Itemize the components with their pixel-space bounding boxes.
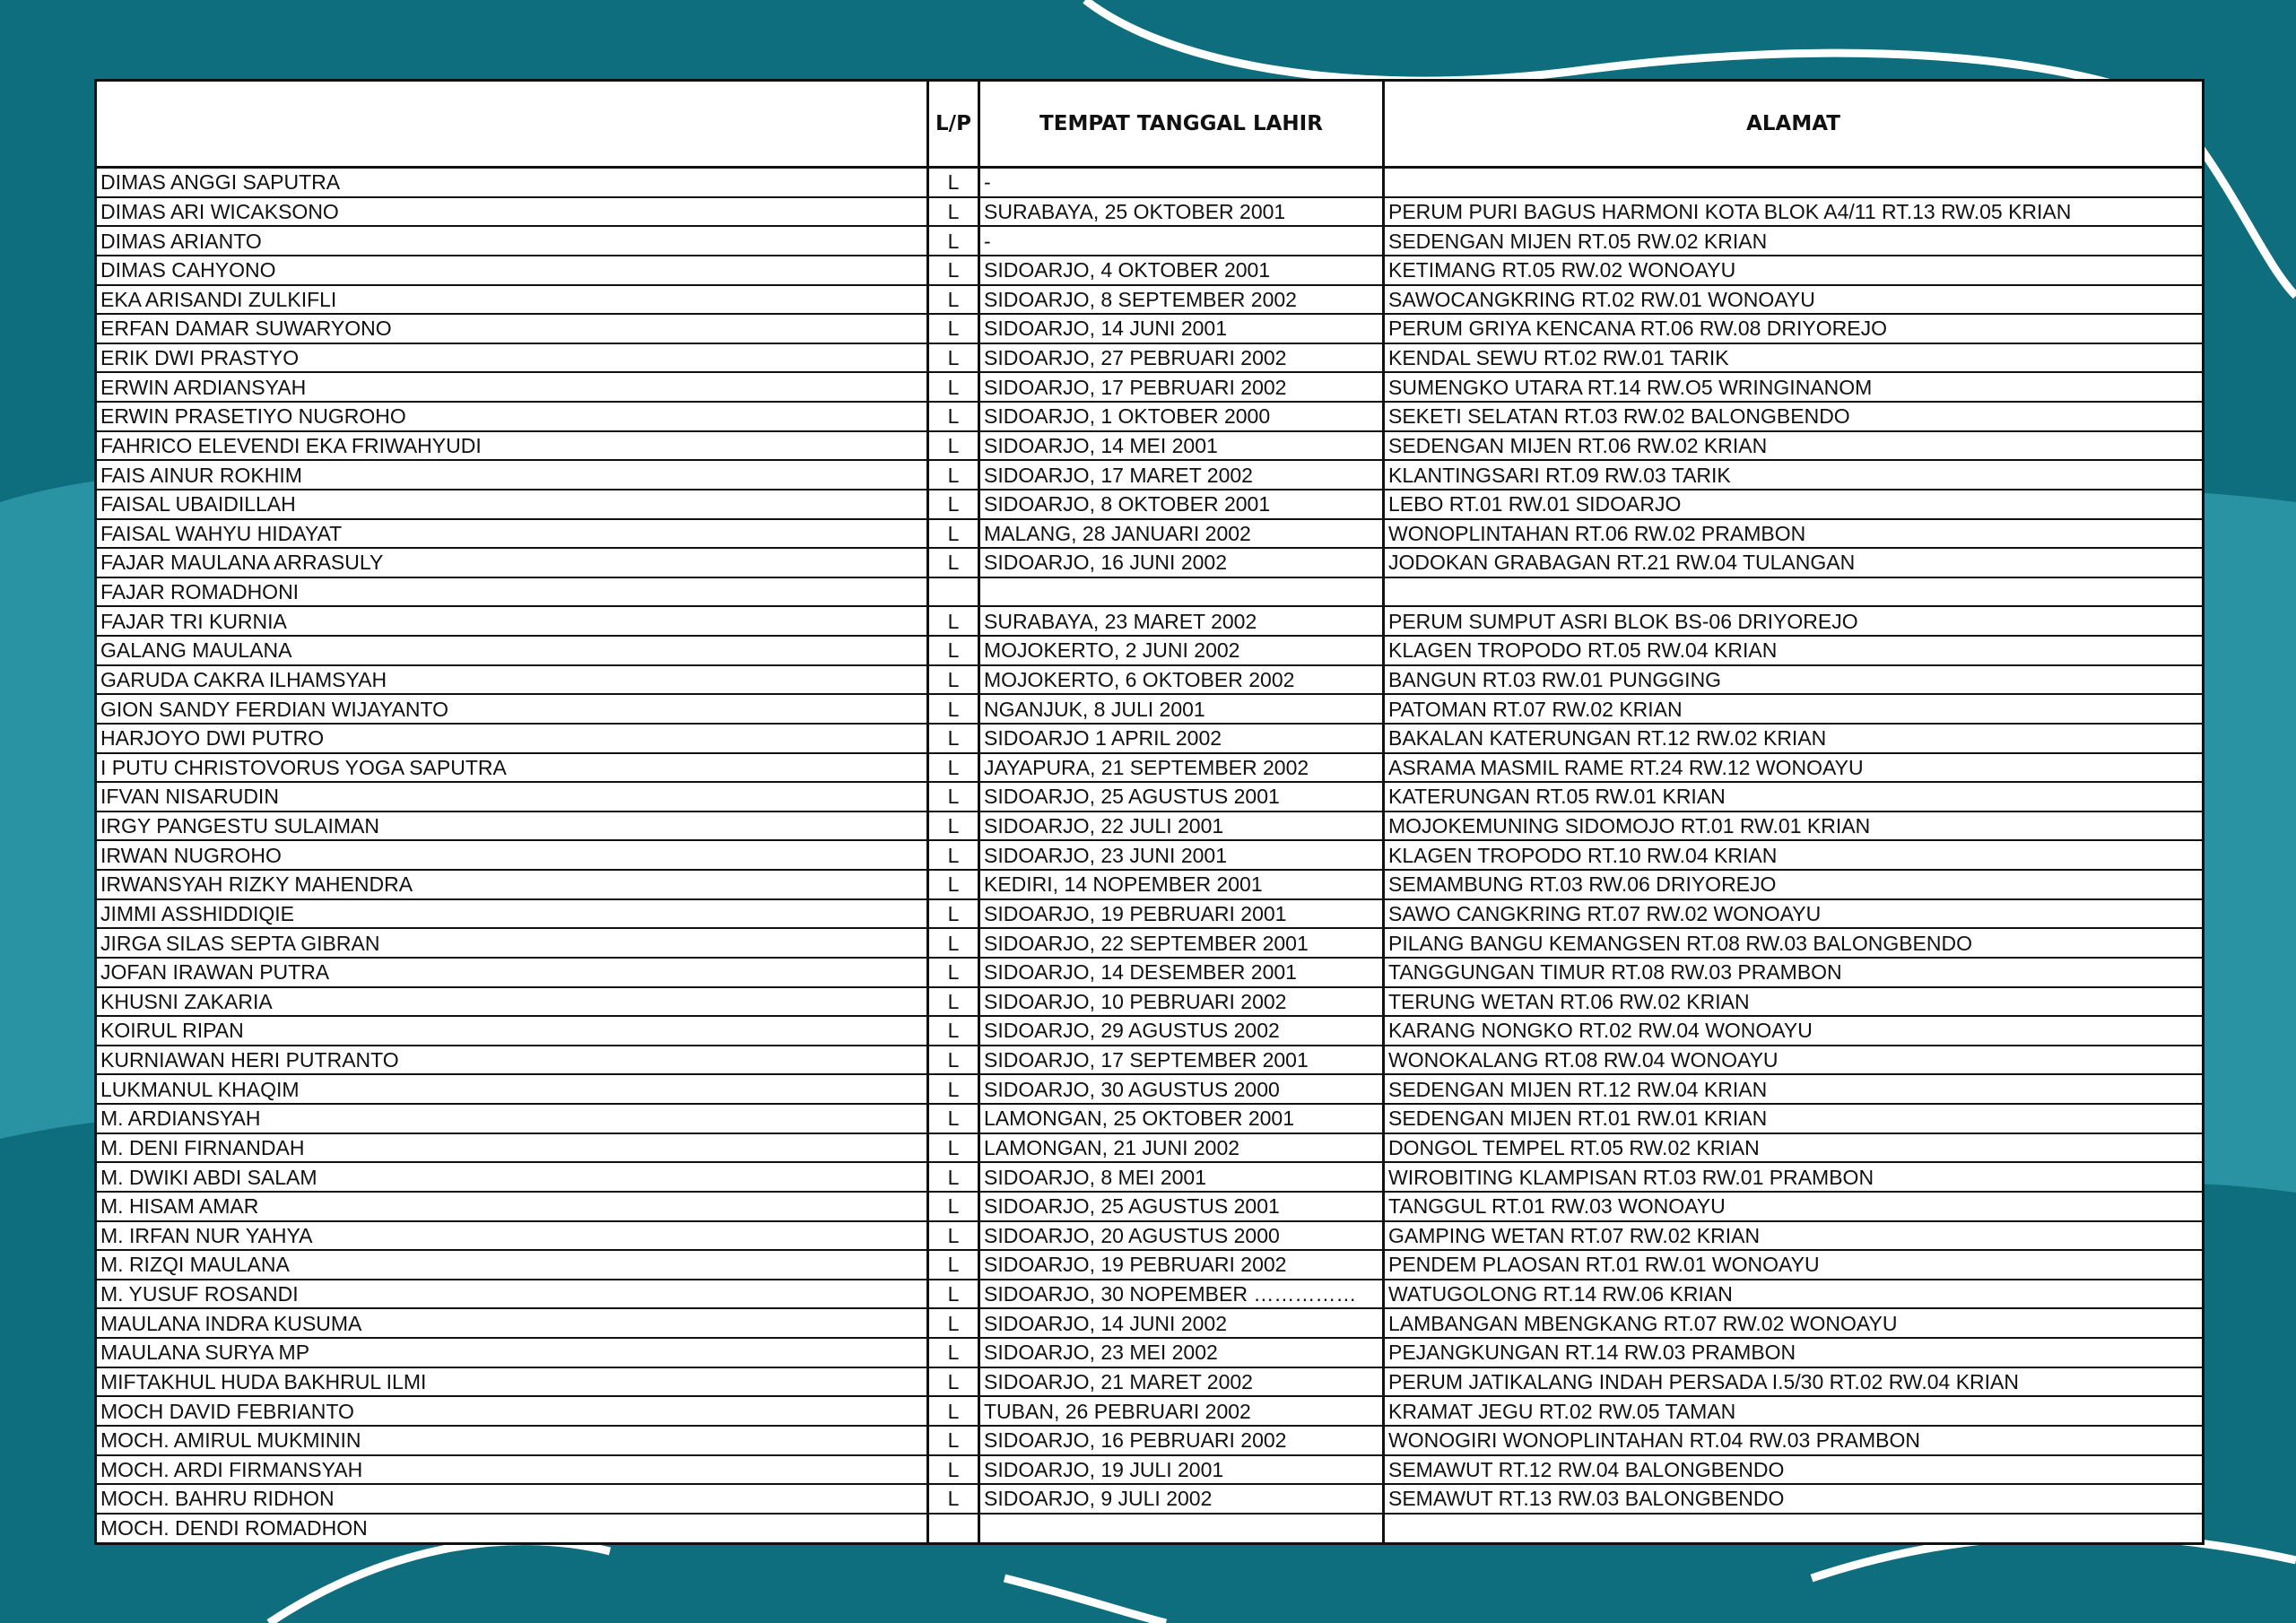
cell-birth: SIDOARJO 1 APRIL 2002	[979, 724, 1384, 753]
table-row	[96, 870, 2204, 899]
cell-gender: L	[928, 812, 979, 841]
cell-gender: L	[928, 285, 979, 315]
table-row	[96, 343, 2204, 373]
table-row	[96, 1016, 2204, 1046]
cell-birth: KEDIRI, 14 NOPEMBER 2001	[979, 870, 1384, 899]
table-row	[96, 958, 2204, 987]
cell-address: WONOKALANG RT.08 RW.04 WONOAYU	[1384, 1046, 2204, 1075]
cell-address: GAMPING WETAN RT.07 RW.02 KRIAN	[1384, 1221, 2204, 1251]
table-row	[96, 753, 2204, 783]
table-row	[96, 606, 2204, 636]
cell-name: IRWAN NUGROHO	[96, 840, 928, 870]
table-row	[96, 519, 2204, 549]
cell-gender: L	[928, 256, 979, 285]
cell-gender: L	[928, 1367, 979, 1397]
document-sheet	[94, 79, 2202, 1545]
cell-gender: L	[928, 724, 979, 753]
cell-birth: SIDOARJO, 16 JUNI 2002	[979, 548, 1384, 577]
cell-address: PENDEM PLAOSAN RT.01 RW.01 WONOAYU	[1384, 1250, 2204, 1280]
cell-address: JODOKAN GRABAGAN RT.21 RW.04 TULANGAN	[1384, 548, 2204, 577]
cell-name: MOCH. DENDI ROMADHON	[96, 1514, 928, 1544]
cell-birth: SIDOARJO, 8 OKTOBER 2001	[979, 490, 1384, 519]
cell-address: PERUM GRIYA KENCANA RT.06 RW.08 DRIYOREJO	[1384, 314, 2204, 343]
cell-gender: L	[928, 636, 979, 665]
cell-name: FAJAR ROMADHONI	[96, 577, 928, 607]
table-row	[96, 372, 2204, 402]
cell-name: KURNIAWAN HERI PUTRANTO	[96, 1046, 928, 1075]
table-row	[96, 490, 2204, 519]
cell-name: MAULANA INDRA KUSUMA	[96, 1308, 928, 1338]
cell-address: PATOMAN RT.07 RW.02 KRIAN	[1384, 694, 2204, 724]
cell-address: SEDENGAN MIJEN RT.01 RW.01 KRIAN	[1384, 1104, 2204, 1133]
cell-birth	[979, 1514, 1384, 1544]
cell-gender: L	[928, 490, 979, 519]
cell-name: M. RIZQI MAULANA	[96, 1250, 928, 1280]
cell-gender: L	[928, 1280, 979, 1309]
cell-name: ERWIN PRASETIYO NUGROHO	[96, 402, 928, 431]
cell-birth: SIDOARJO, 23 MEI 2002	[979, 1338, 1384, 1367]
cell-name: DIMAS ARI WICAKSONO	[96, 197, 928, 227]
cell-name: M. YUSUF ROSANDI	[96, 1280, 928, 1309]
cell-birth: SIDOARJO, 4 OKTOBER 2001	[979, 256, 1384, 285]
cell-birth: JAYAPURA, 21 SEPTEMBER 2002	[979, 753, 1384, 783]
cell-name: GION SANDY FERDIAN WIJAYANTO	[96, 694, 928, 724]
table-row	[96, 226, 2204, 256]
cell-gender: L	[928, 1221, 979, 1251]
cell-birth: MALANG, 28 JANUARI 2002	[979, 519, 1384, 549]
cell-birth: SIDOARJO, 8 SEPTEMBER 2002	[979, 285, 1384, 315]
table-row	[96, 724, 2204, 753]
cell-birth: SURABAYA, 25 OKTOBER 2001	[979, 197, 1384, 227]
cell-gender: L	[928, 987, 979, 1017]
cell-name: MIFTAKHUL HUDA BAKHRUL ILMI	[96, 1367, 928, 1397]
cell-address: MOJOKEMUNING SIDOMOJO RT.01 RW.01 KRIAN	[1384, 812, 2204, 841]
cell-birth: SIDOARJO, 16 PEBRUARI 2002	[979, 1426, 1384, 1455]
cell-address: SEDENGAN MIJEN RT.12 RW.04 KRIAN	[1384, 1074, 2204, 1104]
cell-gender: L	[928, 1192, 979, 1221]
cell-address	[1384, 168, 2204, 197]
cell-address: DONGOL TEMPEL RT.05 RW.02 KRIAN	[1384, 1133, 2204, 1163]
cell-name: GARUDA CAKRA ILHAMSYAH	[96, 665, 928, 695]
cell-birth: -	[979, 168, 1384, 197]
cell-address: SUMENGKO UTARA RT.14 RW.O5 WRINGINANOM	[1384, 372, 2204, 402]
cell-address: KETIMANG RT.05 RW.02 WONOAYU	[1384, 256, 2204, 285]
table-row	[96, 1133, 2204, 1163]
cell-birth: LAMONGAN, 25 OKTOBER 2001	[979, 1104, 1384, 1133]
cell-address: SEDENGAN MIJEN RT.05 RW.02 KRIAN	[1384, 226, 2204, 256]
cell-gender: L	[928, 1396, 979, 1426]
cell-gender: L	[928, 1104, 979, 1133]
cell-address: TANGGUNGAN TIMUR RT.08 RW.03 PRAMBON	[1384, 958, 2204, 987]
cell-name: LUKMANUL KHAQIM	[96, 1074, 928, 1104]
cell-birth: SIDOARJO, 25 AGUSTUS 2001	[979, 782, 1384, 812]
cell-name: IRWANSYAH RIZKY MAHENDRA	[96, 870, 928, 899]
cell-address: KATERUNGAN RT.05 RW.01 KRIAN	[1384, 782, 2204, 812]
header-gender: L/P	[928, 81, 979, 168]
table-row	[96, 168, 2204, 197]
header-name	[96, 81, 928, 168]
cell-gender: L	[928, 1250, 979, 1280]
cell-address: TERUNG WETAN RT.06 RW.02 KRIAN	[1384, 987, 2204, 1017]
cell-birth: SIDOARJO, 14 JUNI 2001	[979, 314, 1384, 343]
cell-birth: SIDOARJO, 17 PEBRUARI 2002	[979, 372, 1384, 402]
table-row	[96, 1074, 2204, 1104]
cell-birth: SIDOARJO, 17 MARET 2002	[979, 460, 1384, 490]
cell-birth: SIDOARJO, 14 DESEMBER 2001	[979, 958, 1384, 987]
cell-address: BANGUN RT.03 RW.01 PUNGGING	[1384, 665, 2204, 695]
cell-birth: SIDOARJO, 19 JULI 2001	[979, 1455, 1384, 1485]
cell-birth: SIDOARJO, 17 SEPTEMBER 2001	[979, 1046, 1384, 1075]
cell-gender: L	[928, 1162, 979, 1192]
cell-name: M. DENI FIRNANDAH	[96, 1133, 928, 1163]
header-address: ALAMAT	[1384, 81, 2204, 168]
table-row	[96, 1426, 2204, 1455]
cell-gender: L	[928, 1338, 979, 1367]
table-row	[96, 928, 2204, 958]
table-row	[96, 1514, 2204, 1544]
cell-gender: L	[928, 1016, 979, 1046]
cell-name: FAISAL UBAIDILLAH	[96, 490, 928, 519]
cell-birth: SIDOARJO, 9 JULI 2002	[979, 1484, 1384, 1514]
cell-name: MOCH. AMIRUL MUKMININ	[96, 1426, 928, 1455]
table-row	[96, 812, 2204, 841]
cell-birth	[979, 577, 1384, 607]
cell-birth: SIDOARJO, 19 PEBRUARI 2002	[979, 1250, 1384, 1280]
cell-address: BAKALAN KATERUNGAN RT.12 RW.02 KRIAN	[1384, 724, 2204, 753]
cell-birth: SIDOARJO, 29 AGUSTUS 2002	[979, 1016, 1384, 1046]
cell-name: MOCH. ARDI FIRMANSYAH	[96, 1455, 928, 1485]
cell-address: SAWO CANGKRING RT.07 RW.02 WONOAYU	[1384, 899, 2204, 929]
cell-gender: L	[928, 870, 979, 899]
cell-address: PEJANGKUNGAN RT.14 RW.03 PRAMBON	[1384, 1338, 2204, 1367]
header-birth-place-date: TEMPAT TANGGAL LAHIR	[979, 81, 1384, 168]
cell-birth: TUBAN, 26 PEBRUARI 2002	[979, 1396, 1384, 1426]
cell-gender: L	[928, 460, 979, 490]
cell-name: JIRGA SILAS SEPTA GIBRAN	[96, 928, 928, 958]
table-row	[96, 548, 2204, 577]
table-row	[96, 1280, 2204, 1309]
cell-address: SEKETI SELATAN RT.03 RW.02 BALONGBENDO	[1384, 402, 2204, 431]
cell-gender: L	[928, 431, 979, 461]
cell-gender: L	[928, 840, 979, 870]
cell-birth: SIDOARJO, 20 AGUSTUS 2000	[979, 1221, 1384, 1251]
table-row	[96, 460, 2204, 490]
cell-address: KENDAL SEWU RT.02 RW.01 TARIK	[1384, 343, 2204, 373]
cell-gender: L	[928, 402, 979, 431]
cell-name: IFVAN NISARUDIN	[96, 782, 928, 812]
table-row	[96, 636, 2204, 665]
cell-name: FAJAR MAULANA ARRASULY	[96, 548, 928, 577]
cell-address: KLAGEN TROPODO RT.05 RW.04 KRIAN	[1384, 636, 2204, 665]
cell-birth: SIDOARJO, 22 SEPTEMBER 2001	[979, 928, 1384, 958]
cell-gender: L	[928, 168, 979, 197]
cell-gender: L	[928, 314, 979, 343]
table-row	[96, 1221, 2204, 1251]
cell-birth: SIDOARJO, 8 MEI 2001	[979, 1162, 1384, 1192]
student-table	[94, 79, 2205, 1545]
cell-address: KLAGEN TROPODO RT.10 RW.04 KRIAN	[1384, 840, 2204, 870]
table-row	[96, 1338, 2204, 1367]
table-row	[96, 256, 2204, 285]
cell-address: TANGGUL RT.01 RW.03 WONOAYU	[1384, 1192, 2204, 1221]
table-row	[96, 1250, 2204, 1280]
cell-address: SEMAWUT RT.13 RW.03 BALONGBENDO	[1384, 1484, 2204, 1514]
table-row	[96, 1484, 2204, 1514]
cell-address: SEMAMBUNG RT.03 RW.06 DRIYOREJO	[1384, 870, 2204, 899]
cell-address: PERUM JATIKALANG INDAH PERSADA I.5/30 RT.02 RW.04 KRIAN	[1384, 1367, 2204, 1397]
table-row	[96, 1104, 2204, 1133]
cell-address: SAWOCANGKRING RT.02 RW.01 WONOAYU	[1384, 285, 2204, 315]
cell-name: M. DWIKI ABDI SALAM	[96, 1162, 928, 1192]
cell-name: IRGY PANGESTU SULAIMAN	[96, 812, 928, 841]
table-row	[96, 1367, 2204, 1397]
cell-name: FAIS AINUR ROKHIM	[96, 460, 928, 490]
table-row	[96, 840, 2204, 870]
cell-name: MOCH DAVID FEBRIANTO	[96, 1396, 928, 1426]
cell-address: LAMBANGAN MBENGKANG RT.07 RW.02 WONOAYU	[1384, 1308, 2204, 1338]
cell-birth: LAMONGAN, 21 JUNI 2002	[979, 1133, 1384, 1163]
cell-name: ERWIN ARDIANSYAH	[96, 372, 928, 402]
cell-name: ERFAN DAMAR SUWARYONO	[96, 314, 928, 343]
cell-name: FAHRICO ELEVENDI EKA FRIWAHYUDI	[96, 431, 928, 461]
table-row	[96, 782, 2204, 812]
cell-address: KLANTINGSARI RT.09 RW.03 TARIK	[1384, 460, 2204, 490]
cell-gender: L	[928, 665, 979, 695]
cell-address: WATUGOLONG RT.14 RW.06 KRIAN	[1384, 1280, 2204, 1309]
table-body	[96, 168, 2204, 1544]
table-row	[96, 899, 2204, 929]
cell-address: SEMAWUT RT.12 RW.04 BALONGBENDO	[1384, 1455, 2204, 1485]
cell-address: SEDENGAN MIJEN RT.06 RW.02 KRIAN	[1384, 431, 2204, 461]
cell-birth: MOJOKERTO, 2 JUNI 2002	[979, 636, 1384, 665]
cell-birth: SIDOARJO, 14 MEI 2001	[979, 431, 1384, 461]
cell-address: KRAMAT JEGU RT.02 RW.05 TAMAN	[1384, 1396, 2204, 1426]
cell-birth: SIDOARJO, 21 MARET 2002	[979, 1367, 1384, 1397]
table-row	[96, 197, 2204, 227]
cell-birth: SIDOARJO, 10 PEBRUARI 2002	[979, 987, 1384, 1017]
cell-name: M. IRFAN NUR YAHYA	[96, 1221, 928, 1251]
cell-name: DIMAS ARIANTO	[96, 226, 928, 256]
cell-gender: L	[928, 782, 979, 812]
cell-birth: SIDOARJO, 27 PEBRUARI 2002	[979, 343, 1384, 373]
cell-address: WIROBITING KLAMPISAN RT.03 RW.01 PRAMBON	[1384, 1162, 2204, 1192]
cell-gender: L	[928, 1046, 979, 1075]
cell-address: ASRAMA MASMIL RAME RT.24 RW.12 WONOAYU	[1384, 753, 2204, 783]
table-row	[96, 694, 2204, 724]
table-row	[96, 431, 2204, 461]
table-row	[96, 314, 2204, 343]
cell-gender: L	[928, 1484, 979, 1514]
cell-gender: L	[928, 694, 979, 724]
table-row	[96, 1162, 2204, 1192]
cell-birth: SIDOARJO, 30 NOPEMBER ……………	[979, 1280, 1384, 1309]
cell-name: M. HISAM AMAR	[96, 1192, 928, 1221]
table-row	[96, 577, 2204, 607]
cell-gender: L	[928, 1426, 979, 1455]
table-row	[96, 402, 2204, 431]
table-header-row	[96, 81, 2204, 168]
cell-birth: SIDOARJO, 1 OKTOBER 2000	[979, 402, 1384, 431]
cell-address: PERUM PURI BAGUS HARMONI KOTA BLOK A4/11 RT.13 RW.05 KRIAN	[1384, 197, 2204, 227]
cell-gender: L	[928, 899, 979, 929]
cell-address: PERUM SUMPUT ASRI BLOK BS-06 DRIYOREJO	[1384, 606, 2204, 636]
cell-name: M. ARDIANSYAH	[96, 1104, 928, 1133]
cell-address: PILANG BANGU KEMANGSEN RT.08 RW.03 BALONGBENDO	[1384, 928, 2204, 958]
cell-name: GALANG MAULANA	[96, 636, 928, 665]
cell-birth: SIDOARJO, 22 JULI 2001	[979, 812, 1384, 841]
cell-gender: L	[928, 606, 979, 636]
cell-name: DIMAS CAHYONO	[96, 256, 928, 285]
table-row	[96, 1192, 2204, 1221]
cell-gender: L	[928, 197, 979, 227]
cell-gender: L	[928, 372, 979, 402]
cell-name: DIMAS ANGGI SAPUTRA	[96, 168, 928, 197]
cell-name: MOCH. BAHRU RIDHON	[96, 1484, 928, 1514]
cell-name: JOFAN IRAWAN PUTRA	[96, 958, 928, 987]
table-row	[96, 1308, 2204, 1338]
cell-address: WONOPLINTAHAN RT.06 RW.02 PRAMBON	[1384, 519, 2204, 549]
cell-gender: L	[928, 226, 979, 256]
cell-name: HARJOYO DWI PUTRO	[96, 724, 928, 753]
cell-gender: L	[928, 958, 979, 987]
cell-birth: SIDOARJO, 19 PEBRUARI 2001	[979, 899, 1384, 929]
table-row	[96, 1455, 2204, 1485]
cell-name: KHUSNI ZAKARIA	[96, 987, 928, 1017]
cell-address: LEBO RT.01 RW.01 SIDOARJO	[1384, 490, 2204, 519]
cell-name: FAISAL WAHYU HIDAYAT	[96, 519, 928, 549]
cell-birth: SIDOARJO, 30 AGUSTUS 2000	[979, 1074, 1384, 1104]
cell-birth: NGANJUK, 8 JULI 2001	[979, 694, 1384, 724]
cell-name: EKA ARISANDI ZULKIFLI	[96, 285, 928, 315]
cell-name: JIMMI ASSHIDDIQIE	[96, 899, 928, 929]
cell-gender: L	[928, 1455, 979, 1485]
table-row	[96, 1396, 2204, 1426]
cell-name: KOIRUL RIPAN	[96, 1016, 928, 1046]
cell-address: WONOGIRI WONOPLINTAHAN RT.04 RW.03 PRAMBON	[1384, 1426, 2204, 1455]
table-row	[96, 987, 2204, 1017]
cell-address	[1384, 577, 2204, 607]
cell-gender: L	[928, 519, 979, 549]
cell-birth: SIDOARJO, 14 JUNI 2002	[979, 1308, 1384, 1338]
cell-gender	[928, 1514, 979, 1544]
cell-gender: L	[928, 548, 979, 577]
cell-gender: L	[928, 1308, 979, 1338]
cell-gender: L	[928, 928, 979, 958]
cell-birth: MOJOKERTO, 6 OKTOBER 2002	[979, 665, 1384, 695]
cell-address: KARANG NONGKO RT.02 RW.04 WONOAYU	[1384, 1016, 2204, 1046]
cell-gender: L	[928, 753, 979, 783]
table-row	[96, 1046, 2204, 1075]
cell-birth: -	[979, 226, 1384, 256]
cell-name: ERIK DWI PRASTYO	[96, 343, 928, 373]
cell-birth: SIDOARJO, 25 AGUSTUS 2001	[979, 1192, 1384, 1221]
cell-address	[1384, 1514, 2204, 1544]
table-row	[96, 285, 2204, 315]
cell-name: FAJAR TRI KURNIA	[96, 606, 928, 636]
cell-name: MAULANA SURYA MP	[96, 1338, 928, 1367]
cell-gender: L	[928, 1133, 979, 1163]
cell-birth: SIDOARJO, 23 JUNI 2001	[979, 840, 1384, 870]
cell-birth: SURABAYA, 23 MARET 2002	[979, 606, 1384, 636]
cell-gender	[928, 577, 979, 607]
cell-gender: L	[928, 1074, 979, 1104]
cell-gender: L	[928, 343, 979, 373]
table-row	[96, 665, 2204, 695]
cell-name: I PUTU CHRISTOVORUS YOGA SAPUTRA	[96, 753, 928, 783]
